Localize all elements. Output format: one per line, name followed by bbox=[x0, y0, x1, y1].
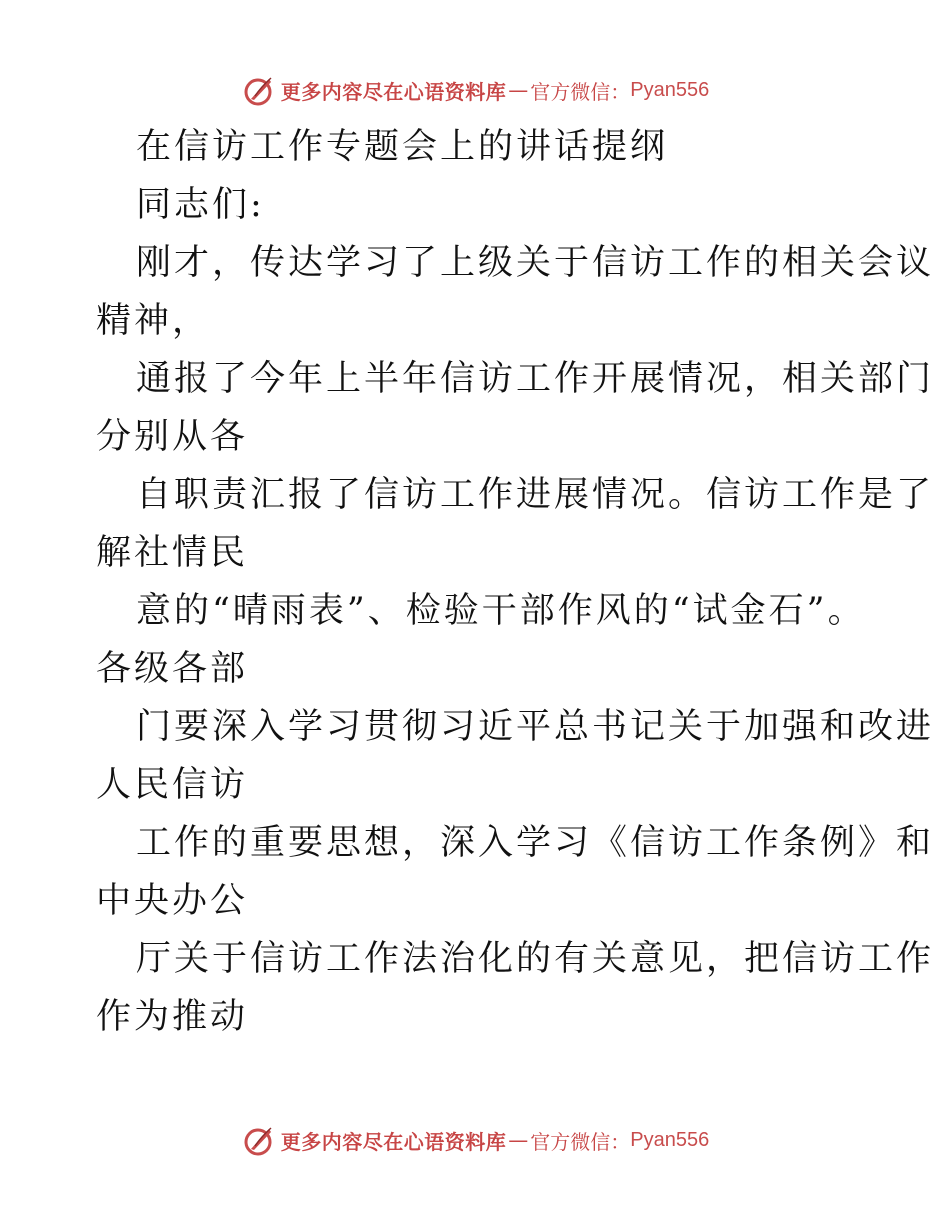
watermark-text: 更多内容尽在心语资料库 bbox=[280, 79, 507, 104]
paragraph-line: 精神， bbox=[96, 301, 211, 341]
paragraph-line: 厅关于信访工作法治化的有关意见，把信访工作 bbox=[136, 939, 935, 979]
paragraph-line: 分别从各 bbox=[96, 417, 249, 457]
header-watermark bbox=[0, 70, 950, 110]
watermark-contact-id: Pyan556 bbox=[630, 1128, 710, 1151]
paragraph-line: 人民信访 bbox=[96, 765, 249, 805]
salutation: 同志们: bbox=[136, 185, 265, 225]
quill-logo-icon bbox=[241, 1123, 275, 1157]
paragraph-line: 中央办公 bbox=[96, 881, 249, 921]
paragraph-line: 意的“晴雨表”、检验干部作风的“试金石”。 bbox=[136, 591, 866, 631]
paragraph-line: 自职责汇报了信访工作进展情况。信访工作是了 bbox=[136, 475, 935, 515]
document-body bbox=[96, 118, 935, 1046]
watermark-contact-label: 官方微信： bbox=[530, 79, 631, 104]
paragraph-line: 刚才，传达学习了上级关于信访工作的相关会议 bbox=[136, 243, 935, 283]
paragraph-line: 门要深入学习贯彻习近平总书记关于加强和改进 bbox=[136, 707, 935, 747]
watermark-separator: — bbox=[508, 78, 529, 102]
paragraph-line: 作为推动 bbox=[96, 997, 249, 1037]
paragraph-line: 解社情民 bbox=[96, 533, 249, 573]
watermark-contact-label: 官方微信： bbox=[530, 1129, 631, 1154]
footer-watermark bbox=[0, 1120, 950, 1160]
watermark-separator: — bbox=[508, 1128, 529, 1152]
watermark-text: 更多内容尽在心语资料库 bbox=[280, 1129, 507, 1154]
watermark-contact-id: Pyan556 bbox=[630, 78, 710, 101]
paragraph-line: 通报了今年上半年信访工作开展情况，相关部门 bbox=[136, 359, 935, 399]
quill-logo-icon bbox=[241, 73, 275, 107]
document-title: 在信访工作专题会上的讲话提纲 bbox=[136, 127, 669, 167]
paragraph-line: 各级各部 bbox=[96, 649, 249, 689]
paragraph-line: 工作的重要思想，深入学习《信访工作条例》和 bbox=[136, 823, 935, 863]
